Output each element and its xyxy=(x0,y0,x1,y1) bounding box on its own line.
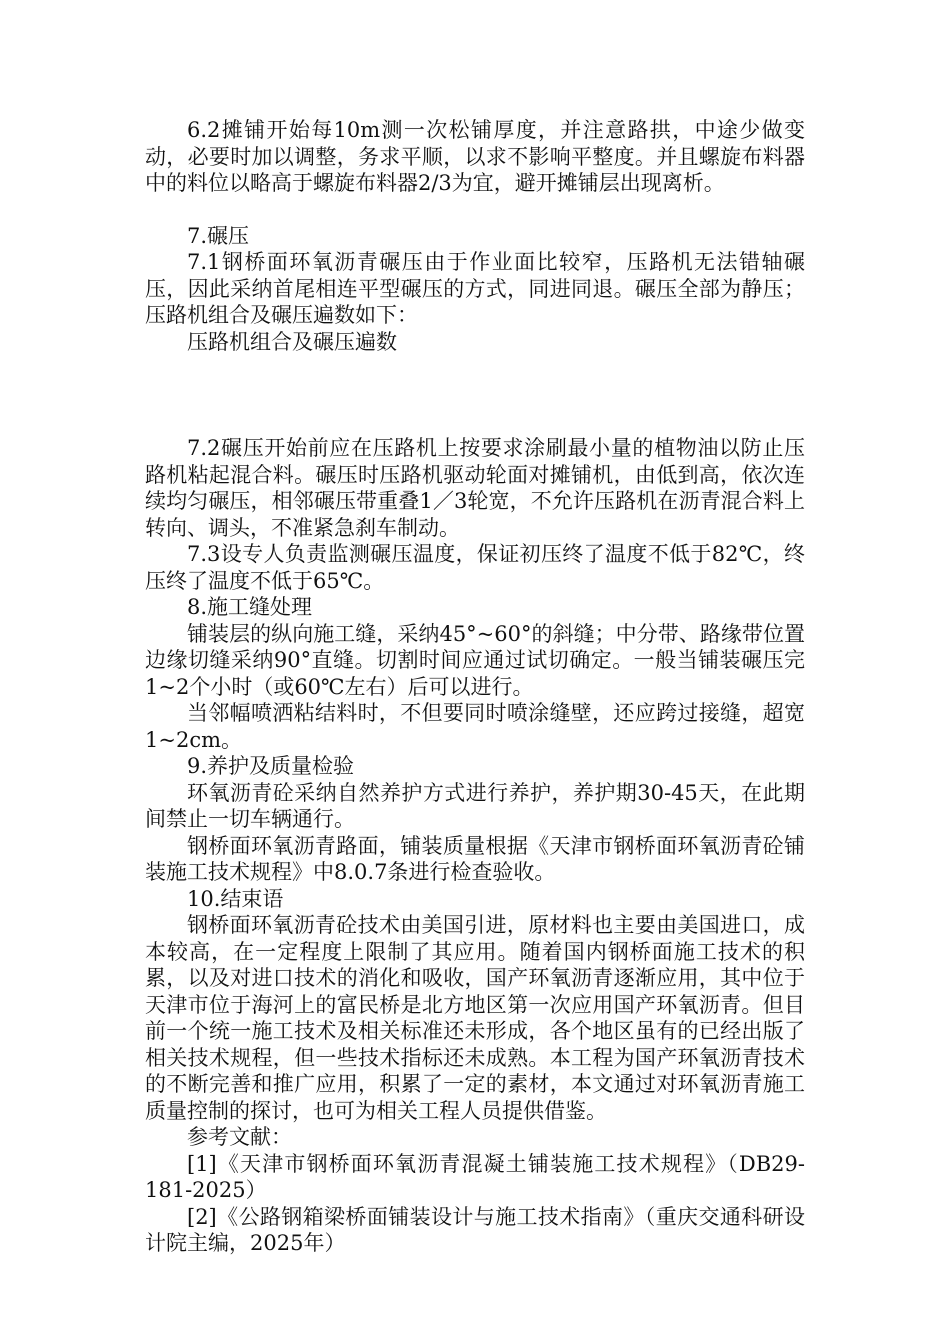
paragraph-8-1: 铺装层的纵向施工缝，采纳45°~60°的斜缝；中分带、路缘带位置边缘切缝采纳90°直缝。切割时间应通过试切确定。一般当铺装碾压完1~2个小时（或60℃左右）后可以进行。 xyxy=(145,621,805,699)
document-page xyxy=(145,117,805,1257)
paragraph-7-3: 7.3设专人负责监测碾压温度，保证初压终了温度不低于82℃，终压终了温度不低于65℃。 xyxy=(145,542,805,593)
section-heading-10: 10.结束语 xyxy=(187,886,284,911)
paragraph-10-1: 钢桥面环氧沥青砼技术由美国引进，原材料也主要由美国进口，成本较高，在一定程度上限制了其应用。随着国内钢桥面施工技术的积累，以及对进口技术的消化和吸收，国产环氧沥青逐渐应用，其中位于天津市位于海河上的富民桥是北方地区第一次应用国产环氧沥青。但目前一个统一施工技术及相关标准还未形成，各个地区虽有的已经出版了相关技术规程，但一些技术指标还未成熟。本工程为国产环氧沥青技术的不断完善和推广应用，积累了一定的素材，本文通过对环氧沥青施工质量控制的探讨，也可为相关工程人员提供借鉴。 xyxy=(145,913,805,1123)
paragraph-6-2: 6.2摊铺开始每10m测一次松铺厚度，并注意路拱，中途少做变动，必要时加以调整，务求平顺，以求不影响平整度。并且螺旋布料器中的料位以略高于螺旋布料器2/3为宜，避开摊铺层出现离析。 xyxy=(145,118,805,195)
paragraph-8-2: 当邻幅喷洒粘结料时，不但要同时喷涂缝壁，还应跨过接缝，超宽1~2cm。 xyxy=(145,701,805,752)
paragraph-9-1: 环氧沥青砼采纳自然养护方式进行养护，养护期30-45天，在此期间禁止一切车辆通行。 xyxy=(145,780,805,831)
reference-2: [2]《公路钢箱梁桥面铺装设计与施工技术指南》（重庆交通科研设计院主编，2025年） xyxy=(145,1204,805,1255)
section-heading-9: 9.养护及质量检验 xyxy=(187,754,355,778)
reference-1: [1]《天津市钢桥面环氧沥青混凝土铺装施工技术规程》（DB29-181-2025） xyxy=(145,1151,805,1202)
references-heading: 参考文献： xyxy=(187,1125,292,1149)
section-heading-7: 7.碾压 xyxy=(187,223,250,248)
spacer xyxy=(145,197,805,223)
paragraph-7-1: 7.1钢桥面环氧沥青碾压由于作业面比较窄，压路机无法错轴碾压，因此采纳首尾相连平型碾压的方式，同进同退。碾压全部为静压；压路机组合及碾压遍数如下： xyxy=(145,250,805,327)
section-heading-8: 8.施工缝处理 xyxy=(187,595,313,619)
table-placeholder xyxy=(145,355,805,435)
paragraph-7-2: 7.2碾压开始前应在压路机上按要求涂刷最小量的植物油以防止压路机粘起混合料。碾压时压路机驱动轮面对摊铺机，由低到高，依次连续均匀碾压，相邻碾压带重叠1／3轮宽，不允许压路机在沥青混合料上转向、调头，不准紧急刹车制动。 xyxy=(145,436,805,540)
table-caption: 压路机组合及碾压遍数 xyxy=(187,329,397,354)
paragraph-9-2: 钢桥面环氧沥青路面，铺装质量根据《天津市钢桥面环氧沥青砼铺装施工技术规程》中8.0.7条进行检查验收。 xyxy=(145,833,805,884)
